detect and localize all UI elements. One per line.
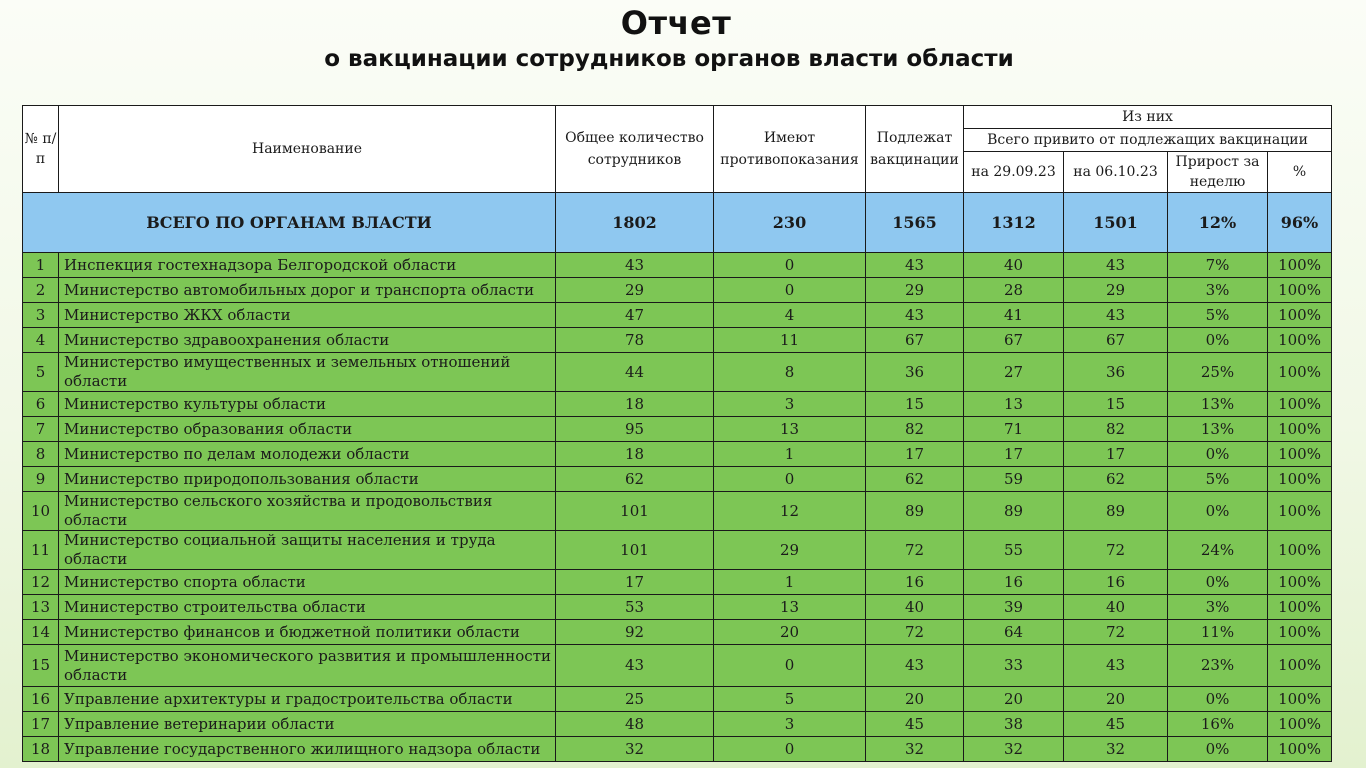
row-growth-cell: 0% [1168,328,1268,353]
row-number-cell: 3 [23,303,59,328]
row-name-cell: Министерство спорта области [59,570,556,595]
row-total-employees-cell: 25 [556,687,714,712]
row-date-2-cell: 43 [1064,253,1168,278]
row-growth-cell: 0% [1168,492,1268,531]
row-percent-cell: 100% [1268,645,1332,687]
row-number-cell: 6 [23,392,59,417]
table-row [23,467,1332,492]
row-contraindications-cell: 0 [714,467,866,492]
table-row [23,531,1332,570]
row-date-2-cell: 82 [1064,417,1168,442]
row-percent-cell: 100% [1268,328,1332,353]
row-name-cell: Министерство социальной защиты населения и труда области [59,531,556,570]
row-number-cell: 5 [23,353,59,392]
row-date-1-cell: 13 [964,392,1064,417]
row-percent-cell: 100% [1268,353,1332,392]
row-date-1-cell: 71 [964,417,1064,442]
row-date-1-cell: 20 [964,687,1064,712]
row-subject-cell: 32 [866,737,964,762]
table-row [23,595,1332,620]
vaccination-report-table [22,105,1332,762]
row-subject-cell: 29 [866,278,964,303]
total-growth-cell: 12% [1168,193,1268,253]
column-header-contraindications: Имеют противопоказания [714,106,866,193]
row-date-1-cell: 39 [964,595,1064,620]
row-number-cell: 15 [23,645,59,687]
row-date-1-cell: 16 [964,570,1064,595]
row-date-1-cell: 27 [964,353,1064,392]
row-number-cell: 7 [23,417,59,442]
row-number-cell: 12 [23,570,59,595]
row-date-1-cell: 33 [964,645,1064,687]
table-row [23,737,1332,762]
row-name-cell: Министерство финансов и бюджетной политики области [59,620,556,645]
row-name-cell: Управление государственного жилищного надзора области [59,737,556,762]
row-growth-cell: 13% [1168,392,1268,417]
row-name-cell: Министерство имущественных и земельных отношений области [59,353,556,392]
total-section [23,193,1332,253]
row-date-2-cell: 72 [1064,620,1168,645]
row-number-cell: 18 [23,737,59,762]
table-row [23,392,1332,417]
table-row [23,442,1332,467]
row-percent-cell: 100% [1268,442,1332,467]
total-contraindications-cell: 230 [714,193,866,253]
row-percent-cell: 100% [1268,492,1332,531]
total-date-1-cell: 1312 [964,193,1064,253]
row-contraindications-cell: 12 [714,492,866,531]
row-date-2-cell: 36 [1064,353,1168,392]
row-percent-cell: 100% [1268,303,1332,328]
table-row [23,687,1332,712]
row-growth-cell: 16% [1168,712,1268,737]
row-subject-cell: 40 [866,595,964,620]
row-date-1-cell: 41 [964,303,1064,328]
row-date-2-cell: 45 [1064,712,1168,737]
row-date-2-cell: 89 [1064,492,1168,531]
row-total-employees-cell: 32 [556,737,714,762]
row-percent-cell: 100% [1268,687,1332,712]
row-percent-cell: 100% [1268,253,1332,278]
row-percent-cell: 100% [1268,737,1332,762]
table-row [23,278,1332,303]
row-date-2-cell: 15 [1064,392,1168,417]
row-name-cell: Министерство здравоохранения области [59,328,556,353]
row-number-cell: 13 [23,595,59,620]
row-number-cell: 9 [23,467,59,492]
row-percent-cell: 100% [1268,570,1332,595]
row-contraindications-cell: 1 [714,570,866,595]
row-growth-cell: 3% [1168,278,1268,303]
row-date-2-cell: 40 [1064,595,1168,620]
row-number-cell: 11 [23,531,59,570]
table-row [23,417,1332,442]
row-date-1-cell: 55 [964,531,1064,570]
row-date-1-cell: 67 [964,328,1064,353]
table-row [23,303,1332,328]
row-contraindications-cell: 13 [714,417,866,442]
row-date-1-cell: 40 [964,253,1064,278]
row-contraindications-cell: 8 [714,353,866,392]
row-percent-cell: 100% [1268,417,1332,442]
row-contraindications-cell: 0 [714,278,866,303]
table-row [23,253,1332,278]
row-contraindications-cell: 3 [714,392,866,417]
row-total-employees-cell: 95 [556,417,714,442]
row-growth-cell: 0% [1168,737,1268,762]
row-date-2-cell: 43 [1064,303,1168,328]
row-number-cell: 14 [23,620,59,645]
total-percent-cell: 96% [1268,193,1332,253]
table-row [23,620,1332,645]
row-subject-cell: 43 [866,253,964,278]
row-date-1-cell: 38 [964,712,1064,737]
row-subject-cell: 62 [866,467,964,492]
row-contraindications-cell: 5 [714,687,866,712]
row-total-employees-cell: 29 [556,278,714,303]
row-percent-cell: 100% [1268,712,1332,737]
row-subject-cell: 17 [866,442,964,467]
row-contraindications-cell: 1 [714,442,866,467]
row-date-1-cell: 89 [964,492,1064,531]
row-name-cell: Министерство культуры области [59,392,556,417]
row-subject-cell: 20 [866,687,964,712]
row-contraindications-cell: 13 [714,595,866,620]
row-subject-cell: 82 [866,417,964,442]
row-name-cell: Министерство экономического развития и промышленности области [59,645,556,687]
row-growth-cell: 11% [1168,620,1268,645]
row-name-cell: Инспекция гостехнадзора Белгородской области [59,253,556,278]
row-total-employees-cell: 43 [556,645,714,687]
row-subject-cell: 15 [866,392,964,417]
column-header-date-2: на 06.10.23 [1064,152,1168,193]
row-growth-cell: 24% [1168,531,1268,570]
row-number-cell: 17 [23,712,59,737]
row-date-2-cell: 43 [1064,645,1168,687]
row-growth-cell: 13% [1168,417,1268,442]
data-rows [23,253,1332,762]
row-growth-cell: 0% [1168,442,1268,467]
row-contraindications-cell: 0 [714,737,866,762]
table-row [23,492,1332,531]
row-date-2-cell: 29 [1064,278,1168,303]
row-total-employees-cell: 18 [556,392,714,417]
table-row [23,645,1332,687]
column-header-percent: % [1268,152,1332,193]
row-contraindications-cell: 20 [714,620,866,645]
row-total-employees-cell: 53 [556,595,714,620]
row-subject-cell: 67 [866,328,964,353]
row-name-cell: Министерство ЖКХ области [59,303,556,328]
row-name-cell: Министерство образования области [59,417,556,442]
row-total-employees-cell: 17 [556,570,714,595]
row-date-1-cell: 64 [964,620,1064,645]
row-total-employees-cell: 78 [556,328,714,353]
row-subject-cell: 72 [866,531,964,570]
row-percent-cell: 100% [1268,467,1332,492]
row-total-employees-cell: 62 [556,467,714,492]
row-subject-cell: 43 [866,303,964,328]
row-name-cell: Министерство по делам молодежи области [59,442,556,467]
row-date-1-cell: 32 [964,737,1064,762]
total-employees-cell: 1802 [556,193,714,253]
row-total-employees-cell: 92 [556,620,714,645]
row-name-cell: Министерство строительства области [59,595,556,620]
column-header-date-1: на 29.09.23 [964,152,1064,193]
column-header-of-them: Из них [964,106,1332,129]
row-date-1-cell: 59 [964,467,1064,492]
column-header-growth: Прирост за неделю [1168,152,1268,193]
row-total-employees-cell: 44 [556,353,714,392]
row-number-cell: 2 [23,278,59,303]
total-date-2-cell: 1501 [1064,193,1168,253]
report-subtitle: о вакцинации сотрудников органов власти области [324,46,1014,72]
row-date-2-cell: 62 [1064,467,1168,492]
row-total-employees-cell: 48 [556,712,714,737]
row-subject-cell: 36 [866,353,964,392]
row-number-cell: 16 [23,687,59,712]
row-contraindications-cell: 0 [714,645,866,687]
row-date-2-cell: 72 [1064,531,1168,570]
row-total-employees-cell: 101 [556,531,714,570]
row-subject-cell: 89 [866,492,964,531]
table-row [23,570,1332,595]
row-contraindications-cell: 11 [714,328,866,353]
row-number-cell: 4 [23,328,59,353]
row-subject-cell: 16 [866,570,964,595]
report-title: Отчет [620,4,732,42]
row-name-cell: Управление архитектуры и градостроительства области [59,687,556,712]
row-name-cell: Министерство сельского хозяйства и продовольствия области [59,492,556,531]
row-date-2-cell: 32 [1064,737,1168,762]
row-growth-cell: 0% [1168,687,1268,712]
row-number-cell: 1 [23,253,59,278]
row-growth-cell: 5% [1168,467,1268,492]
row-total-employees-cell: 101 [556,492,714,531]
total-label: ВСЕГО ПО ОРГАНАМ ВЛАСТИ [23,193,556,253]
table-row [23,712,1332,737]
table-row [23,353,1332,392]
row-date-2-cell: 20 [1064,687,1168,712]
row-growth-cell: 3% [1168,595,1268,620]
row-growth-cell: 5% [1168,303,1268,328]
row-percent-cell: 100% [1268,620,1332,645]
row-total-employees-cell: 18 [556,442,714,467]
row-growth-cell: 25% [1168,353,1268,392]
row-contraindications-cell: 4 [714,303,866,328]
row-total-employees-cell: 43 [556,253,714,278]
row-subject-cell: 72 [866,620,964,645]
row-percent-cell: 100% [1268,392,1332,417]
row-percent-cell: 100% [1268,531,1332,570]
column-header-total-employees: Общее количество сотрудников [556,106,714,193]
column-header-number: № п/п [23,106,59,193]
table-header [23,106,1332,193]
row-name-cell: Министерство природопользования области [59,467,556,492]
row-percent-cell: 100% [1268,595,1332,620]
row-date-1-cell: 17 [964,442,1064,467]
row-date-2-cell: 67 [1064,328,1168,353]
row-date-1-cell: 28 [964,278,1064,303]
row-date-2-cell: 16 [1064,570,1168,595]
row-date-2-cell: 17 [1064,442,1168,467]
row-contraindications-cell: 29 [714,531,866,570]
total-row [23,193,1332,253]
row-number-cell: 10 [23,492,59,531]
row-total-employees-cell: 47 [556,303,714,328]
row-growth-cell: 7% [1168,253,1268,278]
row-contraindications-cell: 3 [714,712,866,737]
row-number-cell: 8 [23,442,59,467]
row-growth-cell: 0% [1168,570,1268,595]
table-row [23,328,1332,353]
row-growth-cell: 23% [1168,645,1268,687]
row-name-cell: Министерство автомобильных дорог и транспорта области [59,278,556,303]
column-header-vaccinated-of-subject: Всего привито от подлежащих вакцинации [964,129,1332,152]
row-subject-cell: 45 [866,712,964,737]
total-subject-cell: 1565 [866,193,964,253]
row-percent-cell: 100% [1268,278,1332,303]
row-contraindications-cell: 0 [714,253,866,278]
column-header-name: Наименование [59,106,556,193]
row-name-cell: Управление ветеринарии области [59,712,556,737]
row-subject-cell: 43 [866,645,964,687]
column-header-subject-to-vaccination: Подлежат вакцинации [866,106,964,193]
